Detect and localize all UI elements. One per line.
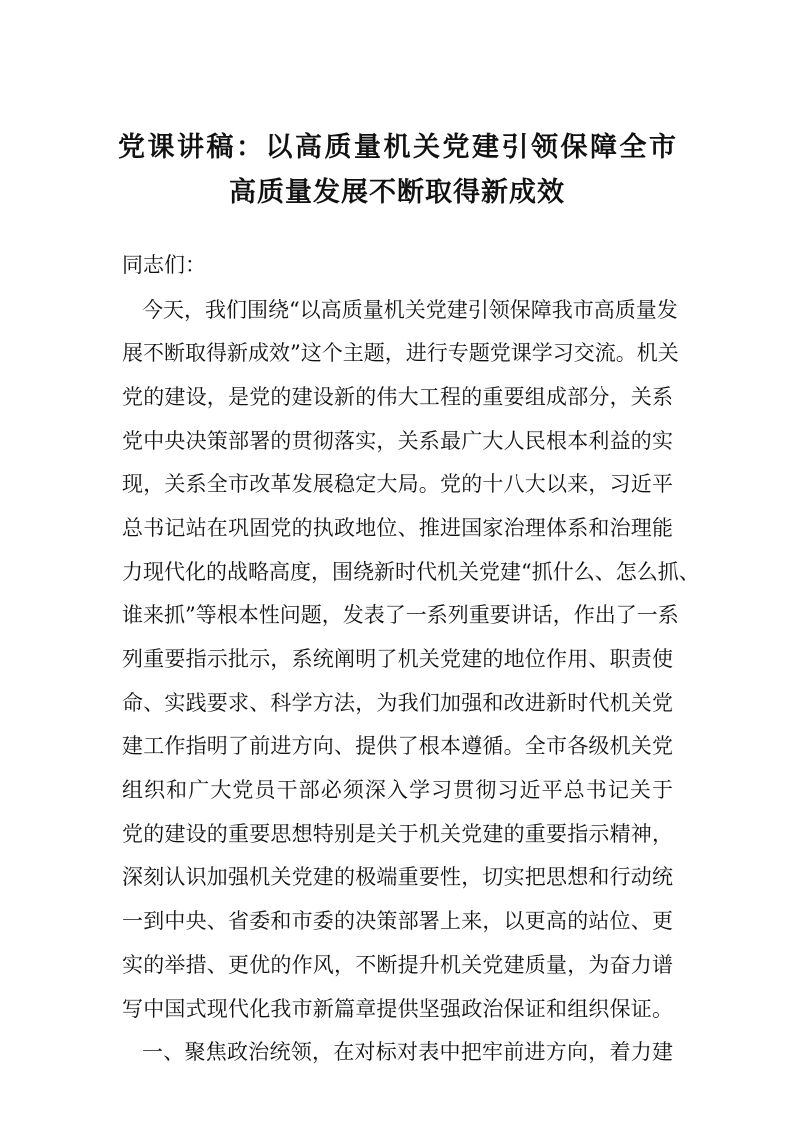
body-line: 命、实践要求、科学方法，为我们加强和改进新时代机关党 [122,691,673,715]
section-heading-1: 一、聚焦政治统领，在对标对表中把牢前进方向，着力建 [142,1040,673,1064]
body-line: 列重要指示批示，系统阐明了机关党建的地位作用、职责使 [122,647,673,671]
body-line: 写中国式现代化我市新篇章提供坚强政治保证和组织保证。 [122,997,673,1021]
body-line: 谁来抓”等根本性问题，发表了一系列重要讲话，作出了一系 [122,603,679,627]
body-line: 实的举措、更优的作风，不断提升机关党建质量，为奋力谱 [122,953,673,977]
body-line: 一到中央、省委和市委的决策部署上来，以更高的站位、更 [122,909,673,933]
document-title-line-1: 党课讲稿：以高质量机关党建引领保障全市 [118,132,676,163]
body-line: 党的建设的重要思想特别是关于机关党建的重要指示精神， [122,822,673,846]
body-line: 力现代化的战略高度，围绕新时代机关党建“抓什么、怎么抓、 [122,560,700,584]
document-title-line-2: 高质量发展不断取得新成效 [229,177,565,208]
body-line: 建工作指明了前进方向、提供了根本遵循。全市各级机关党 [122,734,673,758]
body-line: 展不断取得新成效”这个主题，进行专题党课学习交流。机关 [122,341,679,365]
body-line: 深刻认识加强机关党建的极端重要性，切实把思想和行动统 [122,865,673,889]
body-line: 党中央决策部署的贯彻落实，关系最广大人民根本利益的实 [122,429,673,453]
body-line: 党的建设，是党的建设新的伟大工程的重要组成部分，关系 [122,385,673,409]
body-line: 总书记站在巩固党的执政地位、推进国家治理体系和治理能 [122,516,673,540]
body-line: 组织和广大党员干部必须深入学习贯彻习近平总书记关于 [122,778,673,802]
body-line: 现，关系全市改革发展稳定大局。党的十八大以来，习近平 [122,472,673,496]
body-line: 今天，我们围绕“以高质量机关党建引领保障我市高质量发 [142,298,678,322]
salutation: 同志们： [122,253,206,277]
